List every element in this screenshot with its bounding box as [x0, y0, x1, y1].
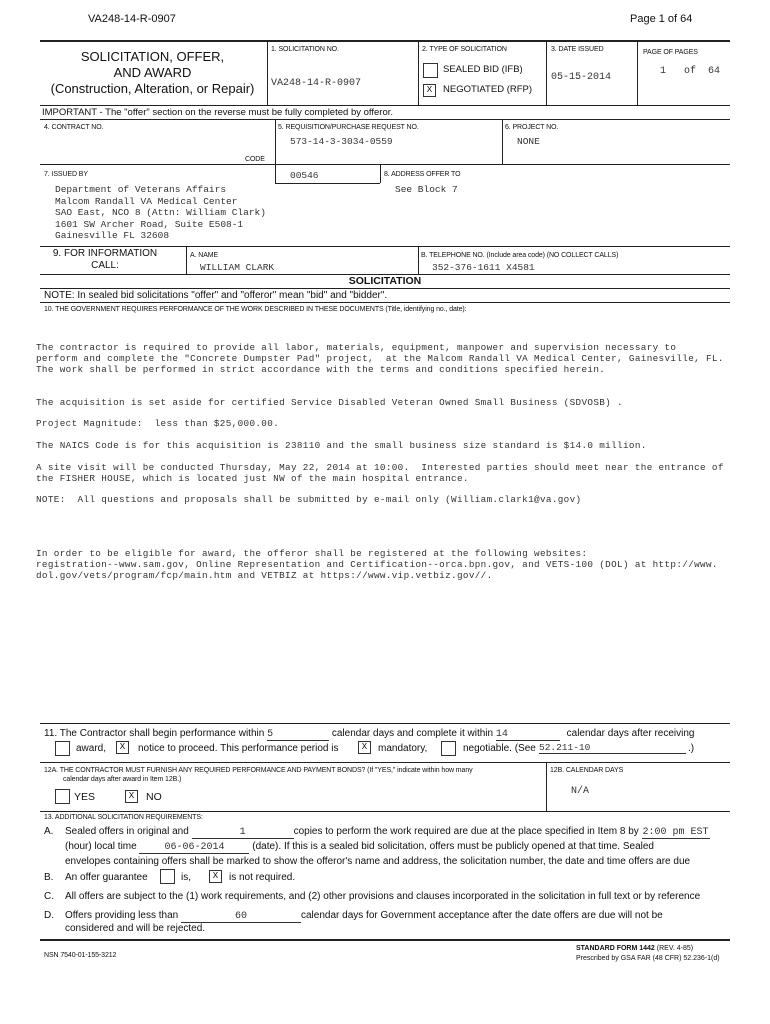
item-a-text: (date). If this is a sealed bid solicitation, offers must be publicly opened at that time. Sealed	[252, 841, 654, 852]
complete-days-field[interactable]: 14	[496, 729, 560, 741]
divider	[40, 723, 730, 724]
guarantee-not-checkbox[interactable]: X	[209, 870, 222, 883]
block13-label: 13. ADDITIONAL SOLICITATION REQUIREMENTS:	[44, 814, 203, 821]
item-d-text: Offers providing less than	[65, 910, 179, 921]
divider	[40, 288, 730, 289]
bonds-no-checkbox[interactable]: X	[125, 790, 138, 803]
sealed-bid-label: SEALED BID (IFB)	[443, 64, 523, 75]
see-reference-field[interactable]: 52.211-10	[539, 742, 686, 754]
item-d-letter: D.	[44, 910, 54, 921]
contact-name: WILLIAM CLARK	[200, 262, 275, 273]
site-visit-text: A site visit will be conducted Thursday, May 22, 2014 at 10:00. Interested parties should meet near the entrance of the FISHER HOUSE, which is located just NW of the main hospital entrance.	[36, 462, 724, 484]
item-b-text: An offer guarantee	[65, 872, 148, 883]
block12a-label2: calendar days after award in Item 12B.)	[63, 776, 182, 783]
item-b-letter: B.	[44, 872, 54, 883]
item-d-line1	[65, 910, 663, 923]
block10-label: 10. THE GOVERNMENT REQUIRES PERFORMANCE OF THE WORK DESCRIBED IN THESE DOCUMENTS (Title, identifying no., date):	[44, 306, 467, 313]
divider	[267, 41, 268, 105]
negotiated-label: NEGOTIATED (RFP)	[443, 84, 533, 95]
acceptance-days-field[interactable]: 60	[181, 911, 301, 923]
code-label: CODE	[245, 156, 265, 163]
solicitation-number: VA248-14-R-0907	[271, 78, 362, 89]
award-label: award,	[76, 743, 107, 754]
divider	[186, 246, 187, 274]
block1-label: 1. SOLICITATION NO.	[271, 46, 339, 53]
block9-label-line2: CALL:	[91, 260, 119, 271]
address-line: SAO East, NCO 8 (Attn: William Clark)	[55, 207, 266, 218]
sealed-bid-checkbox[interactable]	[423, 63, 438, 78]
award-checkbox[interactable]	[55, 741, 70, 756]
issuer-code: 00546	[290, 170, 319, 181]
form-title	[40, 49, 265, 97]
block9-label-line1: 9. FOR INFORMATION	[52, 248, 158, 259]
section-title: SOLICITATION	[348, 275, 422, 287]
address-line: Department of Veterans Affairs	[55, 184, 227, 195]
block12b-label: 12B. CALENDAR DAYS	[550, 767, 624, 774]
issuer-address	[55, 184, 266, 242]
block12a-label: 12A. THE CONTRACTOR MUST FURNISH ANY REQUIRED PERFORMANCE AND PAYMENT BONDS? (If "YES," indicate within how many	[44, 767, 473, 774]
prescribed-by: Prescribed by GSA FAR (48 CFR) 52.236-1(d)	[576, 955, 720, 962]
block5-label: 5. REQUISITION/PURCHASE REQUEST NO.	[278, 124, 419, 131]
divider	[637, 41, 638, 105]
address-line: 1601 SW Archer Road, Suite E508-1	[55, 218, 244, 230]
item-a-line1	[65, 826, 710, 839]
bonds-no-label: NO	[146, 791, 162, 803]
block4-label: 4. CONTRACT NO.	[44, 124, 104, 131]
page-label: Page 1 of 64	[630, 13, 693, 25]
item-d-line2: considered and will be rejected.	[65, 923, 206, 934]
address-offer-to: See Block 7	[395, 184, 458, 195]
copies-field[interactable]: 1	[192, 827, 294, 839]
item-c-letter: C.	[44, 891, 54, 902]
item-a-text: (hour) local time	[65, 841, 137, 852]
sf-number: STANDARD FORM 1442	[576, 945, 655, 952]
nsn-number: NSN 7540-01-155-3212	[44, 952, 117, 959]
block7-label: 7. ISSUED BY	[44, 171, 88, 178]
pages-value: 1 of 64	[660, 66, 721, 77]
pages-label: PAGE OF PAGES	[643, 49, 698, 56]
divider	[502, 119, 503, 164]
date-issued: 05-15-2014	[551, 72, 612, 83]
standard-form	[576, 945, 693, 952]
divider	[40, 119, 730, 120]
due-date-field[interactable]: 06-06-2014	[139, 842, 249, 854]
divider	[380, 164, 381, 183]
requisition-number: 573-14-3-3034-0559	[290, 136, 393, 147]
divider	[40, 811, 730, 812]
block2-label: 2. TYPE OF SOLICITATION	[422, 46, 507, 53]
guarantee-is-label: is,	[181, 872, 191, 883]
block11-text: calendar days and complete it within	[331, 728, 494, 739]
work-description: The contractor is required to provide all labor, materials, equipment, manpower and supervision necessary to perform and complete the "Concrete Dumpster Pad" project, at the Malcom Randall VA Medical Center, Gainesville, FL. The work shall be performed in strict accordance with the terms and conditions specified herein.	[36, 342, 724, 375]
divider	[40, 164, 730, 165]
title-line2: AND AWARD	[113, 65, 192, 80]
bonds-yes-label: YES	[74, 791, 96, 803]
divider	[275, 119, 276, 183]
block11-line1	[44, 728, 695, 741]
block3-label: 3. DATE ISSUED	[551, 46, 604, 53]
block9-label	[46, 248, 164, 272]
ntp-checkbox[interactable]: X	[116, 741, 129, 754]
guarantee-not-label: is not required.	[229, 872, 296, 883]
title-line1: SOLICITATION, OFFER,	[80, 49, 225, 64]
calendar-days-value: N/A	[571, 786, 590, 797]
divider	[546, 41, 547, 105]
item-a-line2	[65, 841, 654, 854]
negotiable-label: negotiable. (See	[463, 743, 536, 754]
name-label: A. NAME	[190, 252, 219, 259]
title-line3: (Construction, Alteration, or Repair)	[50, 81, 255, 96]
top-border	[40, 40, 730, 42]
block6-label: 6. PROJECT NO.	[505, 124, 559, 131]
item-c-text: All offers are subject to the (1) work requirements, and (2) other provisions and clauses incorporated in the solicitation in full text or by reference	[65, 891, 701, 902]
note-sealed-bid: NOTE: In sealed bid solicitations "offer" and "offeror" mean "bid" and "bidder".	[44, 290, 388, 301]
mandatory-label: mandatory,	[378, 743, 428, 754]
sf-revision: (REV. 4-85)	[656, 945, 694, 952]
divider	[40, 762, 730, 763]
bottom-border	[40, 939, 730, 941]
bonds-yes-checkbox[interactable]	[55, 789, 70, 804]
divider	[418, 246, 419, 274]
start-days-field[interactable]: 5	[267, 729, 329, 741]
close-paren: .)	[688, 743, 695, 754]
block8-label: 8. ADDRESS OFFER TO	[384, 171, 461, 178]
guarantee-is-checkbox[interactable]	[160, 869, 175, 884]
due-time-field[interactable]: 2:00 pm EST	[642, 827, 709, 838]
divider	[40, 302, 730, 303]
negotiated-checkbox[interactable]: X	[423, 84, 436, 97]
registration-text: In order to be eligible for award, the offeror shall be registered at the following websites: registration--www.sam.gov, Online Representation and Certification--orca.bpn.gov, and VETS-100 (DOL) at http://www. dol.gov/vets/program/fcp/main.htm and VETBIZ at https://www.vip.vetbiz.gov//.	[36, 548, 718, 581]
project-magnitude: Project Magnitude: less than $25,000.00.	[36, 418, 280, 429]
item-a-text: Sealed offers in original and	[65, 826, 189, 837]
project-number: NONE	[517, 136, 540, 147]
important-note: IMPORTANT - The "offer" section on the reverse must be fully completed by offeror.	[42, 107, 394, 118]
mandatory-checkbox[interactable]: X	[358, 741, 371, 754]
divider	[40, 246, 730, 247]
address-line: Gainesville FL 32608	[55, 230, 170, 241]
address-line: Malcom Randall VA Medical Center	[55, 195, 238, 207]
block11-text: calendar days after receiving	[566, 728, 695, 739]
set-aside-text: The acquisition is set aside for certified Service Disabled Veteran Owned Small Business (SDVOSB) .	[36, 397, 623, 408]
phone-label: B. TELEPHONE NO. (Include area code) (NO COLLECT CALLS)	[421, 252, 619, 259]
form-id: VA248-14-R-0907	[88, 13, 176, 25]
ntp-label: notice to proceed. This performance period is	[138, 743, 339, 754]
submission-note: NOTE: All questions and proposals shall be submitted by e-mail only (William.clark1@va.gov)	[36, 494, 582, 505]
item-a-letter: A.	[44, 826, 54, 837]
divider	[40, 105, 730, 106]
block11-text: 11. The Contractor shall begin performance within	[44, 728, 265, 739]
item-d-text: calendar days for Government acceptance after the date offers are due will not be	[301, 910, 663, 921]
divider	[418, 41, 419, 105]
divider	[275, 183, 380, 184]
naics-text: The NAICS Code is for this acquisition is 238110 and the small business size standard is $14.0 million.	[36, 440, 647, 451]
item-a-text: copies to perform the work required are due at the place specified in Item 8 by	[293, 826, 639, 837]
divider	[546, 762, 547, 811]
contact-phone: 352-376-1611 X4581	[432, 262, 535, 273]
item-a-line3: envelopes containing offers shall be marked to show the offeror's name and address, the solicitation number, the date and time offers are due	[65, 856, 691, 867]
negotiable-checkbox[interactable]	[441, 741, 456, 756]
